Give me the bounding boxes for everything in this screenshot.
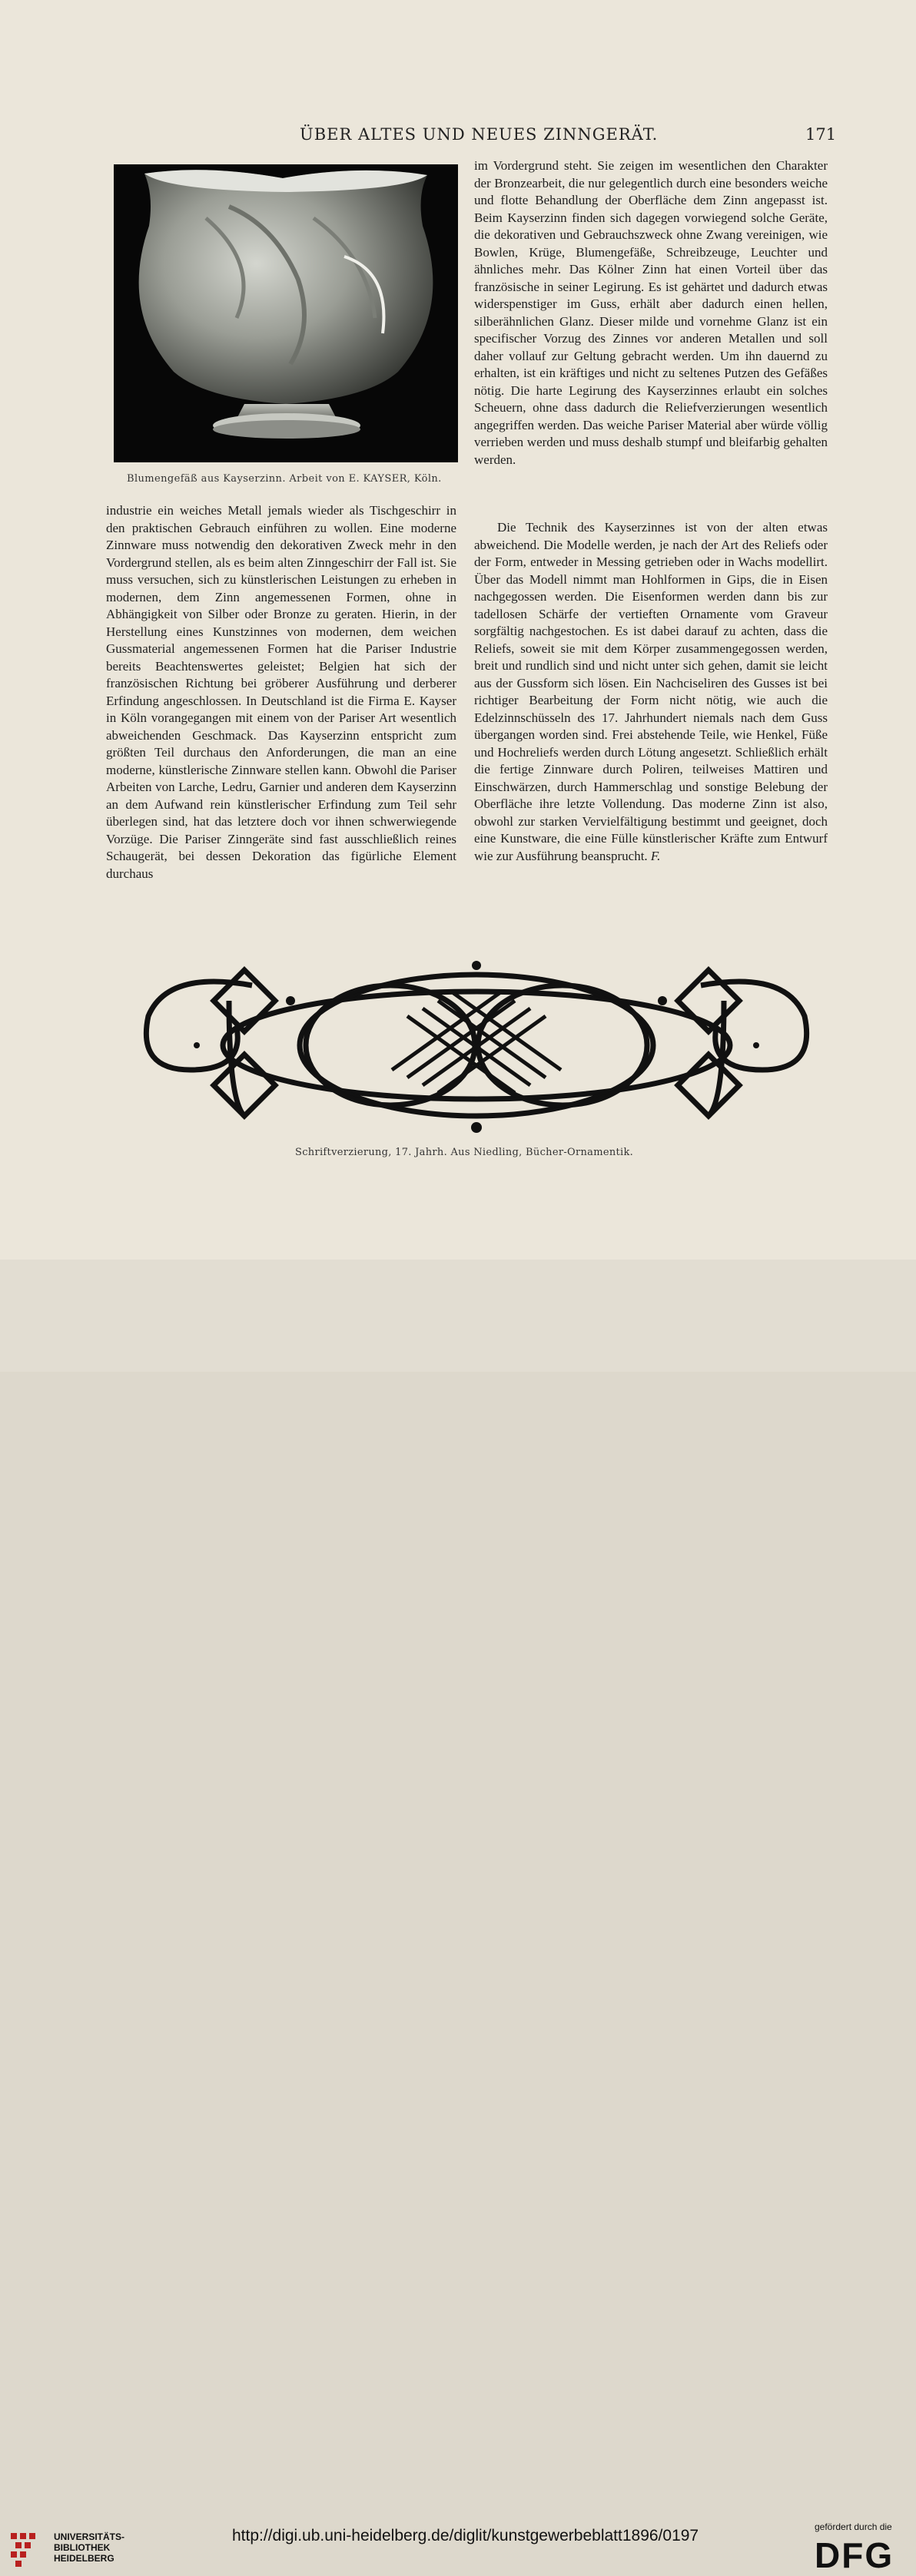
- figure-caption-ornament: Schriftverzierung, 17. Jahrh. Aus Niedling, Bücher-Ornamentik.: [295, 1147, 634, 1158]
- right-column-top: [474, 157, 828, 469]
- vase-photograph: [114, 164, 458, 462]
- paragraph: im Vordergrund steht. Sie zeigen im wesentlichen den Charakter der Bronzearbeit, die nur gelegentlich durch eine besonders weiche und flotte Behandlung der Oberfläche dem Zinn angepasst ist. Beim Kayserzinn finden sich dagegen vorwiegend solche Geräte, die dekorativen und Gebrauchszweck ohne Zwang vereinigen, wie Bowlen, Krüge, Blumengefäße, Schreibzeuge, Leuchter und ähnliches mehr. Das Kölner Zinn hat einen Vorteil über das französische in seiner Legirung. Es ist gehärtet und dadurch etwas widerspenstiger im Guss, erhält aber dadurch einen hellen, silberähnlichen Glanz. Dieser milde und vornehme Glanz ist ein specifischer Vorzug des Zinnes vor anderen Metallen und soll daher vollauf zur Geltung gebracht werden. Um ihn dauernd zu erhalten, ist ein kräftiges und nicht zu seltenes Putzen des Gefäßes nötig. Die harte Legirung des Kayserzinnes erlaubt ein solches Scheuern, ohne dass dadurch die Reliefverzierungen wesentlich angegriffen werden. Das weiche Pariser Material aber würde völlig verrieben werden und muss deshalb stumpf und bleifarbig gehalten werden.: [474, 158, 828, 467]
- calligraphic-ornament: [137, 955, 816, 1136]
- library-line: HEIDELBERG: [54, 2553, 114, 2564]
- library-name: [54, 2531, 124, 2564]
- paragraph: industrie ein weiches Metall jemals wieder als Tischgeschirr in den praktischen Gebrauch einführen zu wollen. Eine moderne Zinnware muss notwendig den dekorativen Zweck mehr in den Vordergrund stellen, als es beim alten Zinngeschirr der Fall ist. Sie muss versuchen, sich zu künstlerischen Leistungen zu erheben in modernen, dem Zinn angemessenen Formen, ohne in Abhängigkeit von Silber oder Bronze zu geraten. Hierin, in der Herstellung eines Kunstzinnes von modernen, dem weichen Gussmaterial angemessenen Formen hat die Pariser Industrie bereits Beachtenswertes geleistet; Belgien hat sich der französischen Richtung bei gröberer Ausführung und derberer Erfindung angeschlossen. In Deutschland ist die Firma E. Kayser in Köln vorangegangen mit einem von der Pariser Art wesentlich abweichenden Geschmack. Das Kayserzinn entspricht zum größten Teil durchaus den Anforderungen, die man an eine moderne, künstlerische Zinnware stellen kann. Obwohl die Pariser Arbeiten von Larche, Ledru, Garnier und anderen dem Kayserzinn an dem Aufwand rein künstlerischer Erfindung zum Teil sehr überlegen sind, hat das letztere doch vor ihnen schwerwiegende Vorzüge. Die Pariser Zinngeräte sind fast ausschließlich reines Schaugerät, bei dessen Dekoration das figürliche Element durchaus: [106, 503, 456, 881]
- left-column: [106, 502, 456, 882]
- viewer-footer: [0, 1260, 916, 2575]
- university-library-logo: [9, 2531, 48, 2570]
- author-initial: F.: [650, 848, 661, 863]
- page-number: 171: [805, 125, 837, 144]
- paragraph-text: Die Technik des Kayserzinnes ist von der alten etwas abweichend. Die Modelle werden, je nach der Art des Reliefs oder der Form, entweder in Messing getrieben oder in Wachs modellirt. Über das Modell nimmt man Hohlformen in Gips, die in Eisen nachgegossen werden. Die Eisenformen werden dann bis zur tadellosen Schärfe der vertieften Ornamente vom Graveur sorgfältig nachgestochen. Es ist dabei darauf zu achten, dass die Reliefs, soweit sie mit dem Körper zusammengegossen werden, breit und rundlich sind und nicht unter sich gehen, damit sie leicht aus der Gussform sich lösen. Ein Nachciseliren des Gusses ist bei richtiger Bearbeitung der Form nicht nötig, wie auch die Edelzinnschüsseln des 17. Jahrhundert niemals nach dem Guss übergangen worden sind. Frei abstehende Teile, wie Henkel, Füße und Hochreliefs werden durch Lötung angesetzt. Schließlich erhält die fertige Zinnware durch Poliren, teilweises Mattiren und Einschwärzen, durch Hammerschlag und sonstige Belebung der Oberfläche ihre letzte Vollendung. Das moderne Zinn ist also, obwohl zur starken Vervielfältigung bestimmt und geeignet, doch eine Kunstware, die eine Fülle künstlerischer Kräfte zum Entwurf wie zur Ausführung beansprucht.: [474, 520, 828, 863]
- paragraph: [474, 519, 828, 865]
- library-line: UNIVERSITÄTS-: [54, 2531, 125, 2542]
- scanned-page: [0, 0, 916, 1260]
- funding-label: gefördert durch die: [815, 2521, 892, 2532]
- dfg-logo: DFG: [815, 2535, 894, 2575]
- permalink-url[interactable]: http://digi.ub.uni-heidelberg.de/diglit/kunstgewerbeblatt1896/0197: [232, 2527, 699, 2545]
- ornament-image: [137, 955, 816, 1136]
- right-column-bottom: [474, 519, 828, 865]
- library-line: BIBLIOTHEK: [54, 2542, 111, 2553]
- figure-caption-vase: Blumengefäß aus Kayserzinn. Arbeit von E. KAYSER, Köln.: [127, 473, 442, 485]
- running-header: ÜBER ALTES UND NEUES ZINNGERÄT.: [300, 125, 659, 144]
- vase-image: [114, 164, 458, 462]
